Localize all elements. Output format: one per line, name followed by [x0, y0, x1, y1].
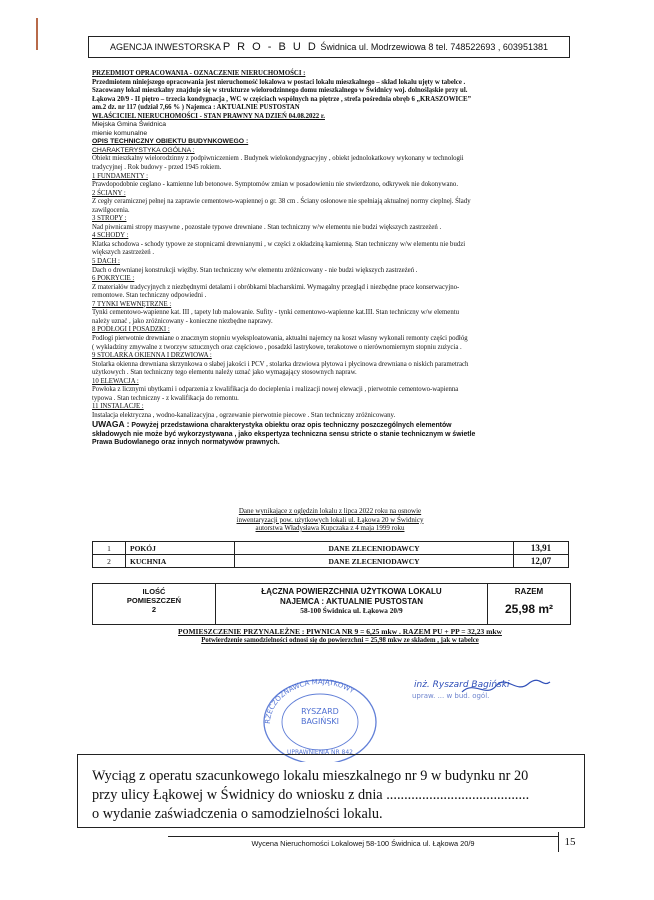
subject-line: am.2 dz. nr 117 (udział 7,66 % ) Najemca : AKTUALNIE PUSTOSTAN	[92, 104, 300, 112]
paragraph-line: Obiekt mieszkalny wielorodzinny z podpiwniczeniem . Budynek wielokondygnacyjny , obiekt jednolokatkowy wykonany w technologii	[92, 155, 464, 163]
subject-line: Szacowany lokal mieszkalny znajduje się w strukturze wielorodzinnego domu mieszkalnego w Świdnicy woj. dolnośląskie przy ul.	[92, 87, 468, 95]
data-source-line: inwentaryzacji pow. użytkowych lokali ul. Łąkowa 20 w Świdnicy	[236, 515, 424, 524]
subject-line: Łąkowa 20/9 - II piętro – trzecia kondygnacja , WC w częściach wspólnych na piętrze , strefa pośrednia obręb 6 „KRASZOWICE”	[92, 95, 471, 103]
section-heading: 10 ELEWACJA :	[92, 377, 139, 385]
section-heading: 9 STOLARKA OKIENNA I DRZWIOWA :	[92, 352, 212, 360]
area-summary	[92, 583, 571, 625]
property-address: 58-100 Świdnica ul. Łąkowa 20/9	[300, 606, 403, 615]
paragraph-line: należy uznać , jako zróżnicowany - konieczne niezbędne naprawy.	[92, 317, 273, 325]
signature-title: inż. Ryszard Bagiński	[414, 680, 510, 690]
room-count-label: POMIESZCZEŃ	[126, 596, 182, 605]
room-area: 13,91	[514, 542, 569, 555]
extract-note	[77, 754, 585, 828]
room-name: KUCHNIA	[126, 555, 235, 568]
agency-brand: P R O - B U D	[222, 41, 318, 53]
ancillary-line: Potwierdzenie samodzielności odnosi się do powierzchni = 25,98 mkw ze składem , jak w tabelce	[201, 637, 479, 644]
stamp-name: RYSZARD	[301, 707, 339, 716]
stamp-graphic	[250, 672, 390, 762]
total-label: RAZEM	[514, 587, 544, 596]
paragraph-line: zawilgocenia.	[92, 206, 130, 214]
section-heading: 4 SCHODY :	[92, 232, 129, 240]
tech-heading: OPIS TECHNICZNY OBIEKTU BUDYNKOWEGO :	[92, 138, 249, 146]
room-count-value: 2	[151, 605, 157, 614]
paragraph-line: tradycyjnej . Rok budowy - przed 1945 rokiem.	[92, 164, 222, 172]
table-row	[93, 555, 569, 568]
tenant-status: NAJEMCA : AKTUALNIE PUSTOSTAN	[279, 596, 424, 606]
room-source: DANE ZLECENIODAWCY	[235, 542, 514, 555]
area-title: ŁĄCZNA POWIERZCHNIA UŻYTKOWA LOKALU	[261, 587, 442, 596]
data-source-note	[170, 507, 490, 533]
section-heading: 6 POKRYCIE :	[92, 275, 135, 283]
data-source-line: Dane wynikające z oględzin lokalu z lipca 2022 roku na osnowie	[238, 507, 422, 515]
paragraph-line: ( wykładziny zmywalne z tworzyw sztucznych oraz częściowo , posadzki lastrykowe, terakotowe o nierównomiernym stopniu zużycia .	[92, 343, 462, 351]
ancillary-room	[120, 627, 560, 645]
paragraph-line: Dach o drewnianej konstrukcji więźby. Stan techniczny w/w elementu zróżnicowany - nie budzi większych zastrzeżeń .	[92, 266, 418, 274]
paragraph-line: Prawdopodobnie ceglano - kamienne lub betonowe. Symptomów zmian w posadowieniu nie stwierdzono, odkrywek nie dokonywano.	[92, 181, 459, 189]
owner-line: Miejska Gmina Świdnica	[92, 121, 167, 129]
paragraph-line: Klatka schodowa - schody typowe ze stopnicami drewnianymi , w części z okładziną kamienną. Stan techniczny w/w elementu nie budzi	[92, 240, 466, 248]
area-title-cell	[216, 584, 488, 624]
section-heading: 1 FUNDAMENTY :	[92, 172, 149, 180]
page-number: 15	[558, 832, 581, 852]
paragraph-line: Tynki cementowo-wapienne kat. III , tapety lub malowanie. Sufity - tynki cementowo-wapienne kat.III. Stan techniczny w/w elementu	[92, 309, 460, 317]
uwaga-label: UWAGA :	[92, 419, 130, 430]
paragraph-line: Powłoka z licznymi ubytkami i odparzenia z kwalifikacja do docieplenia i realizacji nowej elewacji , pierwotnie cementowo-wapienna	[92, 386, 459, 394]
section-heading: 2 ŚCIANY :	[92, 189, 126, 197]
room-number: 1	[93, 542, 126, 555]
room-name: POKÓJ	[126, 542, 235, 555]
extract-line: przy ulicy Łąkowej w Świdnicy do wniosku z dnia ........................................	[92, 787, 530, 803]
appraiser-signature	[394, 680, 554, 730]
margin-mark	[36, 18, 38, 50]
uwaga-line: Powyżej przedstawiona charakterystyka obiektu oraz opis techniczny poszczególnych elementów	[131, 422, 452, 430]
total-value: 25,98 m²	[504, 602, 554, 616]
signature-scribble	[394, 678, 554, 702]
agency-address: Świdnica ul. Modrzewiowa 8 tel. 748522693 , 603951381	[320, 42, 548, 52]
stamp-ring-text: RZECZOZNAWCA MAJĄTKOWY	[263, 677, 356, 725]
room-number: 2	[93, 555, 126, 568]
uwaga-note	[92, 420, 570, 447]
section-heading: 7 TYNKI WEWNĘTRZNE :	[92, 300, 172, 308]
stamp-surname: BAGIŃSKI	[300, 717, 340, 726]
room-area: 12,07	[514, 555, 569, 568]
table-row	[93, 542, 569, 555]
uwaga-line: składowych nie może być wykorzystywana , jako ekspertyza techniczna sensu stricte o stanie technicznym w świetle	[92, 430, 476, 438]
section-heading: 5 DACH :	[92, 258, 120, 266]
appraiser-stamp	[250, 672, 390, 762]
total-cell	[488, 584, 570, 624]
page-footer: Wycena Nieruchomości Lokalowej 58-100 Świdnica ul. Łąkowa 20/9	[168, 836, 558, 851]
extract-line: o wydanie zaświadczenia o samodzielności lokalu.	[92, 806, 383, 822]
paragraph-line: Instalacja elektryczna , wodno-kanalizacyjna , ogrzewanie pierwotnie piecowe . Stan techniczny zróżnicowany.	[92, 411, 396, 419]
letterhead	[88, 36, 570, 58]
paragraph-line: użytkowych . Stan techniczny tego elementu należy uznać jako wymagający stosownych napraw.	[92, 369, 357, 377]
paragraph-line: Nad piwnicami stropy masywne , pozostałe typowe drewniane . Stan techniczny w/w elementu nie budzi większych zastrzeżeń .	[92, 223, 442, 231]
paragraph-line: Z cegły ceramicznej pełnej na zaprawie cementowo-wapiennej o gr. 38 cm . Ściany osłonowe nie spełniają aktualnej normy cieplnej. Ślady	[92, 198, 471, 206]
paragraph-line: typowa . Stan techniczny - z kwalifikacja do remontu.	[92, 394, 239, 402]
general-heading: CHARAKTERYSTYKA OGÓLNA :	[92, 146, 195, 154]
agency-name: AGENCJA INWESTORSKA	[110, 42, 221, 52]
signature-line: upraw. ... w bud. ogól.	[412, 692, 490, 700]
room-count-cell	[93, 584, 216, 624]
room-source: DANE ZLECENIODAWCY	[235, 555, 514, 568]
owner-line: mienie komunalne	[92, 129, 148, 137]
section-heading: 8 PODŁOGI I POSADZKI :	[92, 326, 170, 334]
paragraph-line: Z materiałów tradycyjnych z niezbędnymi detalami i obróbkami blacharskimi. Wymagalny przegląd i niezbędne prace konserwacyjno-	[92, 283, 460, 291]
rooms-table	[92, 541, 569, 568]
ancillary-line: POMIESZCZENIE PRZYNALEŻNE : PIWNICA NR 9 = 6,25 mkw . RAZEM PU + PP = 32,23 mkw	[178, 627, 502, 636]
subject-line: Przedmiotem niniejszego opracowania jest nieruchomość lokalowa w postaci lokalu mieszkalnego – skład lokalu ujęty w tabelce .	[92, 78, 466, 86]
section-heading: 11 INSTALACJE :	[92, 403, 144, 411]
paragraph-line: remontowe. Stan techniczny odpowiedni .	[92, 292, 207, 300]
room-count-label: ILOŚĆ	[142, 587, 166, 596]
document-body	[92, 70, 570, 447]
data-source-line: autorstwa Władysława Kupczaka z 4 maja 1999 roku	[255, 524, 405, 532]
paragraph-line: Podłogi pierwotnie drewniane o znacznym stopniu wyeksploatowania, aktualni najemcy na koszt własny wykonali remonty części podłóg	[92, 334, 468, 342]
subject-heading: PRZEDMIOT OPRACOWANIA - OZNACZENIE NIERUCHOMOŚCI :	[92, 70, 306, 77]
paragraph-line: Stolarka okienna drewniana skrzynkowa o słabej jakości i PCV , stolarka drzwiowa płytowa i płycinowa drewniana o niskich parametrach	[92, 360, 469, 368]
section-heading: 3 STROPY :	[92, 215, 127, 223]
extract-line: Wyciąg z operatu szacunkowego lokalu mieszkalnego nr 9 w budynku nr 20	[92, 768, 529, 784]
uwaga-line: Prawa Budowlanego oraz innych normatywów prawnych.	[92, 438, 280, 446]
owner-heading: WŁAŚCICIEL NIERUCHOMOŚCI - STAN PRAWNY NA DZIEŃ 04.08.2022 r.	[92, 112, 325, 120]
stamp-number: UPRAWNIENIA NR 842	[287, 749, 353, 756]
paragraph-line: większych zastrzeżeń .	[92, 249, 155, 257]
